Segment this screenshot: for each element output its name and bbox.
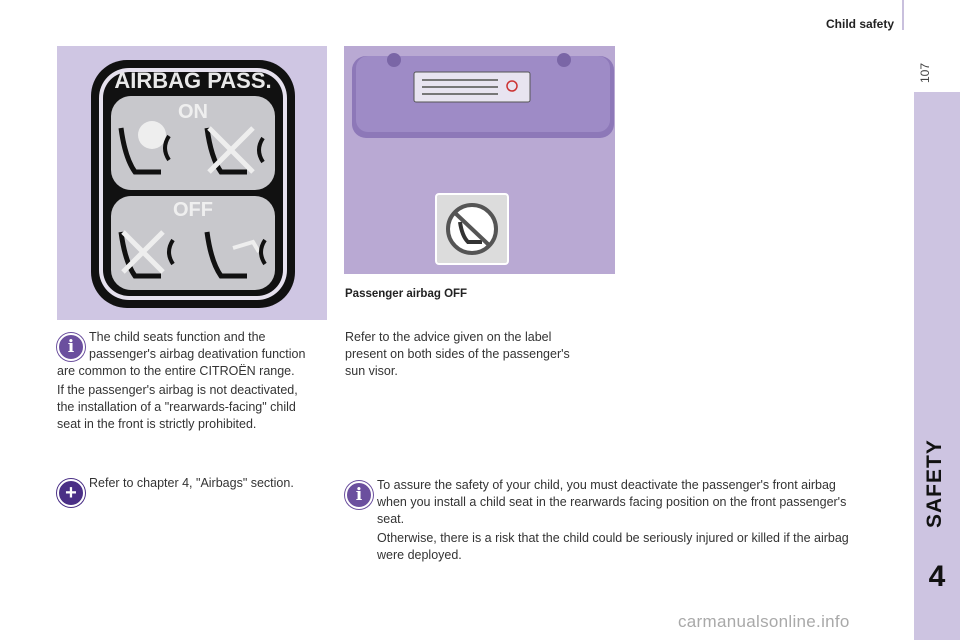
chapter-number: 4 [928,560,946,593]
advice-line: Refer to the advice given on the label [345,330,552,344]
sun-visor-figure [344,46,615,274]
section-label: SAFETY [923,439,946,528]
advice-line: present on both sides of the passenger's [345,347,570,361]
info-note-line: passenger's airbag deativation function [89,347,306,361]
airbag-indicator-illustration [57,46,327,320]
header-divider [902,0,904,30]
warning-line: the installation of a "rearwards-facing" child [57,400,296,414]
page-header-title: Child safety [825,17,894,31]
warning-line: seat in the front is strictly prohibited. [57,417,257,431]
airbag-indicator-figure [57,46,327,320]
safety-note-line: when you install a child seat in the rearwards facing position on the front passenger's [377,495,847,509]
on-label: ON [178,101,208,123]
safety-note-line: Otherwise, there is a risk that the child could be seriously injured or killed if the airbag [377,531,849,545]
info-icon: i [345,481,373,509]
warning-line: If the passenger's airbag is not deactivated, [57,383,298,397]
safety-note-line: were deployed. [377,548,462,562]
watermark: carmanualsonline.info [678,612,850,631]
info-icon: i [57,333,85,361]
info-note-line: are common to the entire CITROËN range. [57,364,295,378]
off-label: OFF [173,199,213,221]
no-rear-facing-seat-icon [448,205,496,253]
reference-note: Refer to chapter 4, "Airbags" section. [89,476,294,490]
advice-line: sun visor. [345,364,398,378]
page-number: 107 [918,62,932,84]
safety-note-line: seat. [377,512,405,526]
airbag-pass-title: AIRBAG PASS. [114,68,272,93]
info-note-line: The child seats function and the [89,330,266,344]
figure-caption: Passenger airbag OFF [345,288,468,300]
plus-icon: + [57,479,85,507]
sun-visor-illustration [344,46,615,274]
section-sidebar [914,92,960,640]
safety-note-line: To assure the safety of your child, you must deactivate the passenger's front airbag [377,478,836,492]
